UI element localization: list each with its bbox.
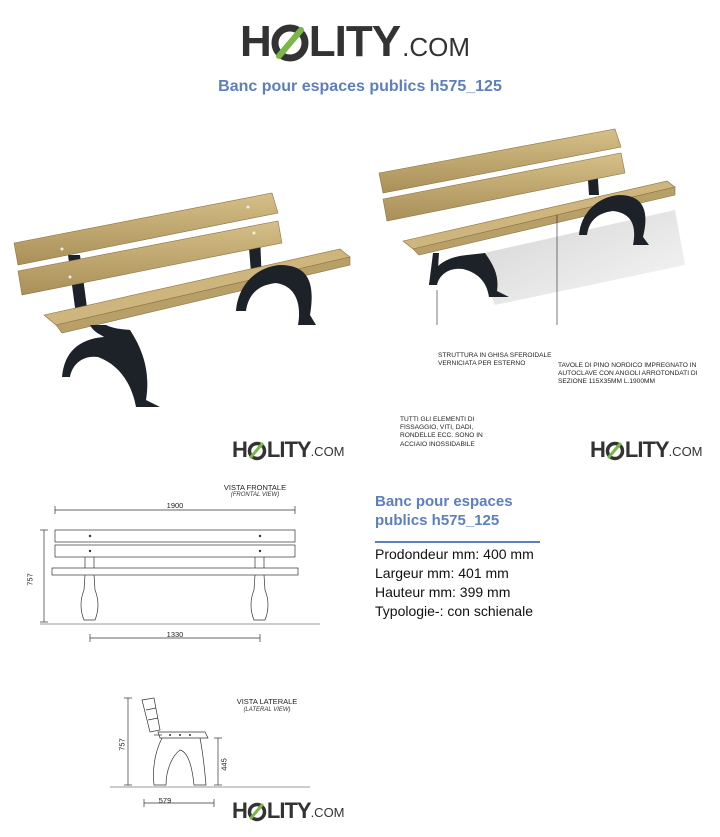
- front-view-label: VISTA FRONTALE: [223, 483, 287, 492]
- logo-o-icon: [247, 439, 267, 461]
- front-dim-height: 757: [25, 573, 35, 586]
- page-title: Banc pour espaces publics h575_125: [218, 78, 502, 95]
- logo-domain: .COM: [310, 444, 345, 459]
- side-dim-height: 757: [117, 738, 127, 751]
- spec-title: Banc pour espaces publics h575_125: [375, 493, 513, 529]
- logo-letter-h: H: [232, 798, 247, 823]
- logo-o-icon: [271, 20, 309, 64]
- logo-letter-h: H: [232, 437, 247, 462]
- logo-letter-h: H: [240, 17, 271, 66]
- spec-type: Typologie-: con schienale: [375, 603, 533, 619]
- bench-photo-right: [375, 125, 685, 325]
- brand-logo-mid-left: [232, 437, 345, 461]
- logo-letters: LITY: [624, 437, 669, 462]
- logo-letters: LITY: [266, 437, 311, 462]
- spec-depth: Prodondeur mm: 400 mm: [375, 546, 534, 562]
- logo-letters: LITY: [308, 17, 401, 66]
- spec-list: [375, 545, 534, 621]
- spec-width: Largeur mm: 401 mm: [375, 565, 509, 581]
- side-view-label: VISTA LATERALE: [236, 697, 298, 706]
- front-view-drawing: [30, 500, 330, 645]
- note-frame: STRUTTURA IN GHISA SFEROIDALE VERNICIATA PER ESTERNO: [438, 352, 552, 368]
- note-fixings: TUTTI GLI ELEMENTI DI FISSAGGIO, VITI, DADI, RONDELLE ECC. SONO IN ACCIAIO INOSSIDABILE: [400, 416, 483, 448]
- spec-height: Hauteur mm: 399 mm: [375, 584, 511, 600]
- brand-logo-bottom: [232, 798, 345, 822]
- front-dim-width: 1900: [166, 501, 184, 510]
- logo-letters: LITY: [266, 798, 311, 823]
- brand-logo-top: [240, 16, 470, 64]
- logo-domain: .COM: [310, 805, 345, 820]
- note-boards: TAVOLE DI PINO NORDICO IMPREGNATO IN AUTOCLAVE CON ANGOLI ARROTONDATI DI SEZIONE 115X35MM L.1900MM: [558, 362, 698, 386]
- front-dim-legs: 1330: [166, 630, 184, 639]
- bench-photo-left: [10, 185, 355, 415]
- logo-domain: .COM: [668, 444, 703, 459]
- logo-o-icon: [247, 800, 267, 822]
- side-view-sublabel: (LATERAL VIEW): [243, 707, 291, 713]
- side-dim-depth: 579: [158, 796, 172, 805]
- front-view-sublabel: (FRONTAL VIEW): [230, 492, 280, 498]
- spec-divider: [375, 541, 540, 543]
- logo-o-icon: [605, 439, 625, 461]
- side-view-drawing: [110, 690, 310, 815]
- logo-letter-h: H: [590, 437, 605, 462]
- logo-domain: .COM: [402, 32, 470, 62]
- side-dim-seat: 445: [219, 758, 229, 771]
- brand-logo-mid-right: [590, 437, 703, 461]
